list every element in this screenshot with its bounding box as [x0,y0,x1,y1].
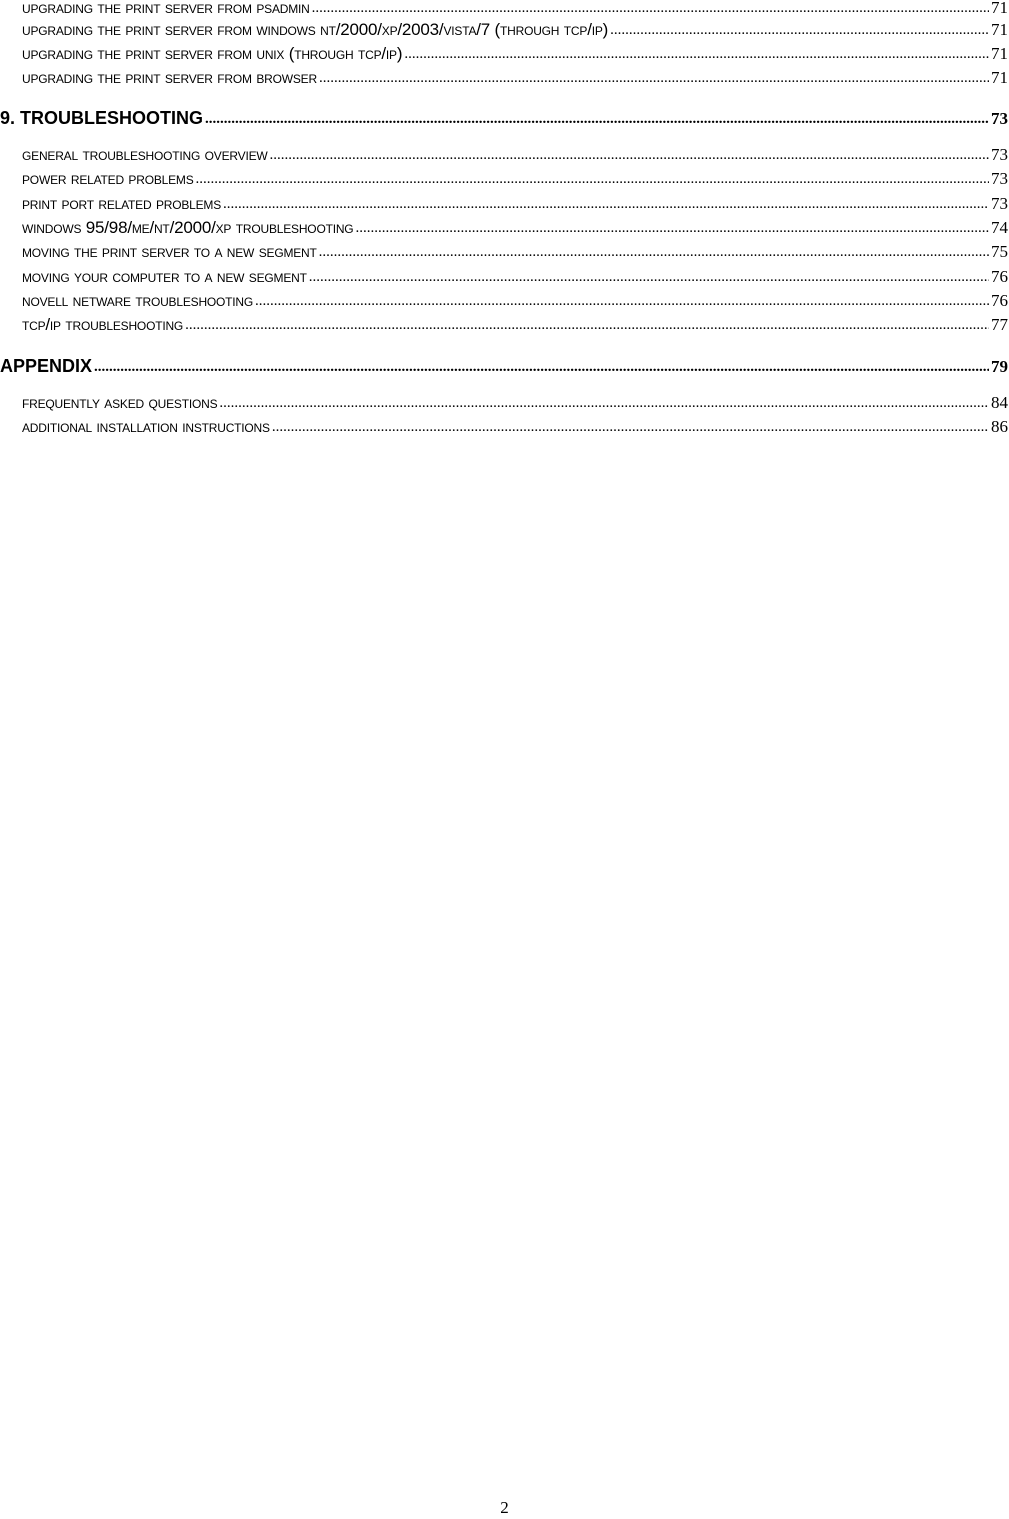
toc-entry-page: 71 [991,20,1008,39]
toc-entry-title: general troubleshooting overview [22,145,268,164]
toc-leader-dots [219,395,989,412]
toc-entry[interactable] [0,291,1009,313]
toc-leader-dots [196,171,989,188]
toc-entry-title: upgrading the print server from unix (through tcp/ip) [22,44,403,63]
toc-entry-title: frequently asked questions [22,393,218,412]
toc-leader-dots [319,244,989,261]
toc-entry-title: upgrading the print server from psadmin [22,0,310,17]
toc-entry-title: additional installation instructions [22,417,270,436]
toc-leader-dots [185,317,989,334]
toc-leader-dots [94,359,989,376]
toc-leader-dots [404,46,989,63]
toc-leader-dots [223,196,989,213]
toc-leader-dots [309,269,989,286]
toc-entry-title: moving your computer to a new segment [22,267,307,286]
toc-entry-page: 84 [991,393,1008,412]
toc-entry-page: 71 [991,44,1008,63]
toc-entry-title: tcp/ip troubleshooting [22,315,184,334]
toc-chapter-entry[interactable] [0,108,1009,134]
toc-chapter-page: 73 [991,109,1008,128]
toc-entry[interactable] [0,267,1009,289]
toc-entry[interactable] [0,417,1009,439]
toc-entry[interactable] [0,194,1009,216]
toc-leader-dots [355,220,989,237]
toc-entry-page: 73 [991,169,1008,188]
toc-entry-title: print port related problems [22,194,222,213]
toc-leader-dots [270,147,989,164]
toc-entry-title: windows 95/98/me/nt/2000/xp troubleshooting [22,218,354,237]
toc-entry-page: 73 [991,194,1008,213]
toc-entry-title: power related problems [22,169,194,188]
toc-entry-title: novell netware troubleshooting [22,291,254,310]
toc-entry-page: 77 [991,315,1008,334]
toc-entry-title: moving the print server to a new segment [22,242,317,261]
toc-entry[interactable] [0,315,1009,337]
toc-entry[interactable] [0,393,1009,415]
toc-chapter-entry[interactable] [0,356,1009,382]
toc-leader-dots [205,111,989,128]
toc-entry[interactable] [0,218,1009,240]
toc-entry-page: 75 [991,242,1008,261]
toc-entry-page: 71 [991,68,1008,87]
toc-entry-page: 76 [991,267,1008,286]
toc-leader-dots [312,0,989,17]
toc-leader-dots [319,70,989,87]
page-number: 2 [500,1498,509,1517]
toc-entry[interactable] [0,169,1009,191]
toc-entry[interactable] [0,68,1009,90]
toc-leader-dots [255,293,989,310]
toc-entry-title: upgrading the print server from browser [22,68,317,87]
toc-entry-page: 76 [991,291,1008,310]
toc-entry[interactable] [0,44,1009,66]
toc-chapter-page: 79 [991,357,1008,376]
toc-entry-title: upgrading the print server from windows nt/2000/xp/2003/vista/7 (through tcp/ip) [22,20,609,39]
toc-entry[interactable] [0,20,1009,42]
toc-entry[interactable] [0,0,1009,20]
toc-chapter-title: APPENDIX [0,356,93,376]
toc-entry[interactable] [0,242,1009,264]
toc-entry-page: 73 [991,145,1008,164]
toc-entry-page: 86 [991,417,1008,436]
toc-chapter-title: 9. TROUBLESHOOTING [0,108,204,128]
toc-leader-dots [272,419,989,436]
toc-entry-page: 71 [991,0,1008,17]
toc-entry[interactable] [0,145,1009,167]
toc-leader-dots [610,22,989,39]
toc-entry-page: 74 [991,218,1008,237]
